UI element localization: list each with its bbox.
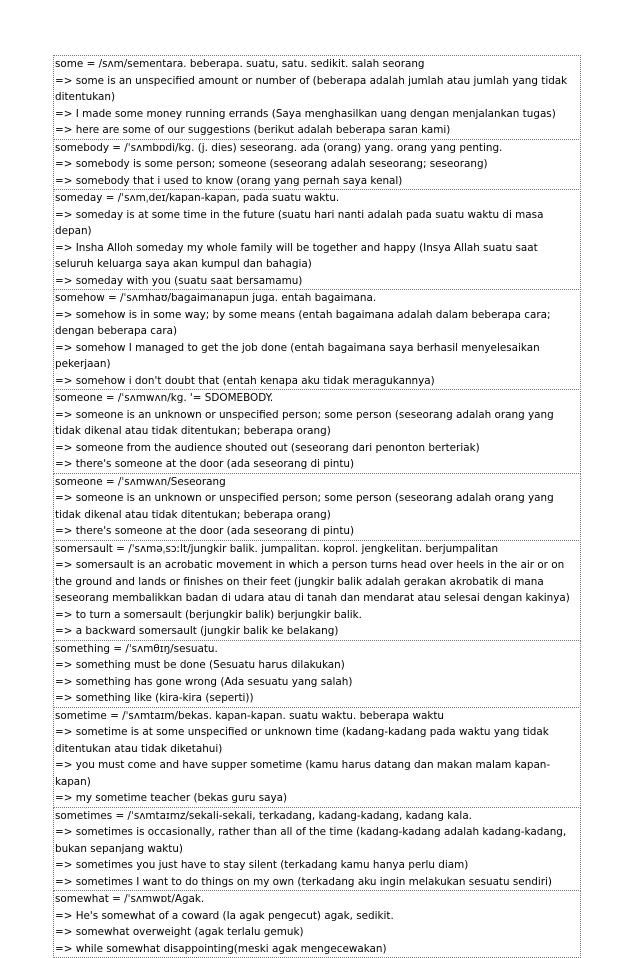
entry-headline bbox=[55, 290, 579, 307]
example-line: => someone is an unknown or unspecified person; some person (seseorang adalah orang yang tidak dikenal atau tidak ditentukan; beberapa orang) bbox=[55, 408, 554, 437]
dictionary-entry bbox=[53, 473, 581, 541]
example-line: => my sometime teacher (bekas guru saya) bbox=[55, 792, 288, 804]
example-line: => sometimes I want to do things on my own (terkadang aku ingin melakukan sesuatu sendiri) bbox=[55, 875, 552, 888]
example-line: => some is an unspecified amount or number of (beberapa adalah jumlah atau jumlah yang tidak ditentukan) bbox=[55, 74, 568, 103]
example-line: => there's someone at the door (ada seseorang di pintu) bbox=[55, 525, 355, 537]
dictionary-entry bbox=[53, 389, 581, 474]
example-line: => somebody that i used to know (orang yang pernah saya kenal) bbox=[55, 174, 403, 187]
entry-meaning: sementara. beberapa. suatu, satu. sedikit. salah seorang bbox=[127, 58, 425, 70]
dictionary-entry bbox=[53, 289, 581, 390]
dictionary-entry bbox=[53, 890, 581, 958]
entry-word: some = /sʌm/ bbox=[55, 58, 128, 70]
example-line: => someday with you (suatu saat bersamamu) bbox=[55, 274, 303, 287]
example-line: => something like (kira-kira (seperti)) bbox=[55, 692, 254, 704]
example-line: => sometimes is occasionally, rather than all of the time (kadang-kadang adalah kadang-kadang, bukan sepanjang waktu) bbox=[55, 826, 567, 855]
entry-word: someone = /ˈsʌmwʌn/ bbox=[55, 392, 171, 404]
dictionary-entry bbox=[53, 189, 581, 290]
entry-word: sometime = /ˈsʌmtaɪm/ bbox=[55, 709, 179, 722]
entry-word: sometimes = /ˈsʌmtaɪmz/ bbox=[55, 809, 189, 822]
entry-headline bbox=[55, 56, 579, 73]
example-line: => while somewhat disappointing(meski agak mengecewakan) bbox=[55, 942, 387, 955]
entry-meaning: bagaimanapun juga. entah bagaimana. bbox=[170, 292, 377, 304]
example-line: => I made some money running errands (Saya menghasilkan uang dengan menjalankan tugas) bbox=[55, 107, 556, 120]
example-line: => someday is at some time in the future (suatu hari nanti adalah pada suatu waktu di masa depan) bbox=[55, 208, 544, 237]
entry-word: somersault = /ˈsʌməˌsɔːlt/ bbox=[55, 542, 191, 555]
dictionary-entry bbox=[53, 707, 581, 808]
entry-word: somewhat = /ˈsʌmwɒt/ bbox=[55, 893, 175, 905]
dictionary-entry bbox=[53, 640, 581, 708]
example-line: => something must be done (Sesuatu harus dilakukan) bbox=[55, 659, 345, 671]
entry-word: someday = /ˈsʌmˌdeɪ/ bbox=[55, 192, 169, 204]
entry-word: something = /ˈsʌmθɪŋ/ bbox=[55, 642, 174, 655]
example-line: => sometime is at some unspecified or unknown time (kadang-kadang pada waktu yang tidak ditentukan atau tidak diketahui) bbox=[55, 726, 549, 755]
example-line: => you must come and have supper sometime (kamu harus datang dan makan malam kapan-kapan) bbox=[55, 759, 551, 788]
entry-headline bbox=[55, 190, 579, 207]
example-line: => He's somewhat of a coward (Ia agak pengecut) agak, sedikit. bbox=[55, 909, 394, 922]
entry-meaning: sekali-sekali, terkadang, kadang-kadang, kadang kala. bbox=[188, 809, 472, 822]
entry-word: somebody = /ˈsʌmbɒdi/ bbox=[55, 141, 179, 154]
dictionary-entry bbox=[53, 807, 581, 892]
entry-headline bbox=[55, 808, 579, 825]
entry-headline bbox=[55, 390, 579, 407]
entry-meaning: jungkir balik. jumpalitan. koprol. jengkelitan. berjumpalitan bbox=[190, 542, 499, 555]
example-line: => somehow is in some way; by some means (entah bagaimana adalah dalam beberapa cara; dengan beberapa cara) bbox=[55, 308, 551, 337]
entry-word: somehow = /ˈsʌmhaʊ/ bbox=[55, 292, 171, 304]
entry-meaning: kapan-kapan, pada suatu waktu. bbox=[168, 192, 340, 204]
example-line: => Insha Alloh someday my whole family will be together and happy (Insya Allah suatu saat seluruh keluarga saya akan kumpul dan bahagia) bbox=[55, 241, 538, 270]
entry-headline bbox=[55, 541, 579, 558]
entry-headline bbox=[55, 708, 579, 725]
example-line: => somehow i don't doubt that (entah kenapa aku tidak meragukannya) bbox=[55, 374, 435, 387]
dictionary-entry bbox=[53, 540, 581, 641]
entry-meaning: Agak. bbox=[174, 893, 205, 905]
dictionary-entry bbox=[53, 55, 581, 140]
example-line: => here are some of our suggestions (berikut adalah beberapa saran kami) bbox=[55, 124, 451, 136]
example-line: => a backward somersault (jungkir balik ke belakang) bbox=[55, 625, 339, 637]
entry-headline bbox=[55, 140, 579, 157]
entry-meaning: bekas. kapan-kapan. suatu waktu. beberapa waktu bbox=[178, 709, 445, 722]
example-line: => sometimes you just have to stay silent (terkadang kamu hanya perlu diam) bbox=[55, 859, 469, 871]
entry-headline bbox=[55, 891, 579, 908]
dictionary-entry bbox=[53, 139, 581, 191]
entry-meaning: Seseorang bbox=[170, 475, 226, 488]
example-line: => there's someone at the door (ada seseorang di pintu) bbox=[55, 458, 355, 470]
example-line: => someone from the audience shouted out (seseorang dari penonton berteriak) bbox=[55, 441, 480, 454]
example-line: => somewhat overweight (agak terlalu gemuk) bbox=[55, 926, 304, 938]
entry-meaning: kg. '= SDOMEBODY. bbox=[170, 392, 274, 404]
example-line: => to turn a somersault (berjungkir balik) berjungkir balik. bbox=[55, 608, 362, 621]
entry-meaning: kg. (j. dies) seseorang. ada (orang) yang. orang yang penting. bbox=[178, 141, 503, 154]
example-line: => somersault is an acrobatic movement in which a person turns head over heels in the air or on the ground and lands or finishes on their feet (jungkir balik adalah gerakan akrobatik di mana seseorang membalikkan badan di udara atau di tanah dan mendarat atau selesai dengan kakinya) bbox=[55, 559, 570, 604]
example-line: => someone is an unknown or unspecified person; some person (seseorang adalah orang yang tidak dikenal atau tidak ditentukan; beberapa orang) bbox=[55, 492, 554, 521]
example-line: => something has gone wrong (Ada sesuatu yang salah) bbox=[55, 675, 353, 688]
entry-word: someone = /ˈsʌmwʌn/ bbox=[55, 475, 171, 488]
example-line: => somebody is some person; someone (seseorang adalah seseorang; seseorang) bbox=[55, 158, 488, 170]
dictionary-document bbox=[53, 56, 581, 958]
entry-headline bbox=[55, 474, 579, 491]
example-line: => somehow I managed to get the job done (entah bagaimana saya berhasil menyelesaikan pekerjaan) bbox=[55, 341, 540, 370]
entry-headline bbox=[55, 641, 579, 658]
entry-meaning: sesuatu. bbox=[173, 642, 218, 655]
